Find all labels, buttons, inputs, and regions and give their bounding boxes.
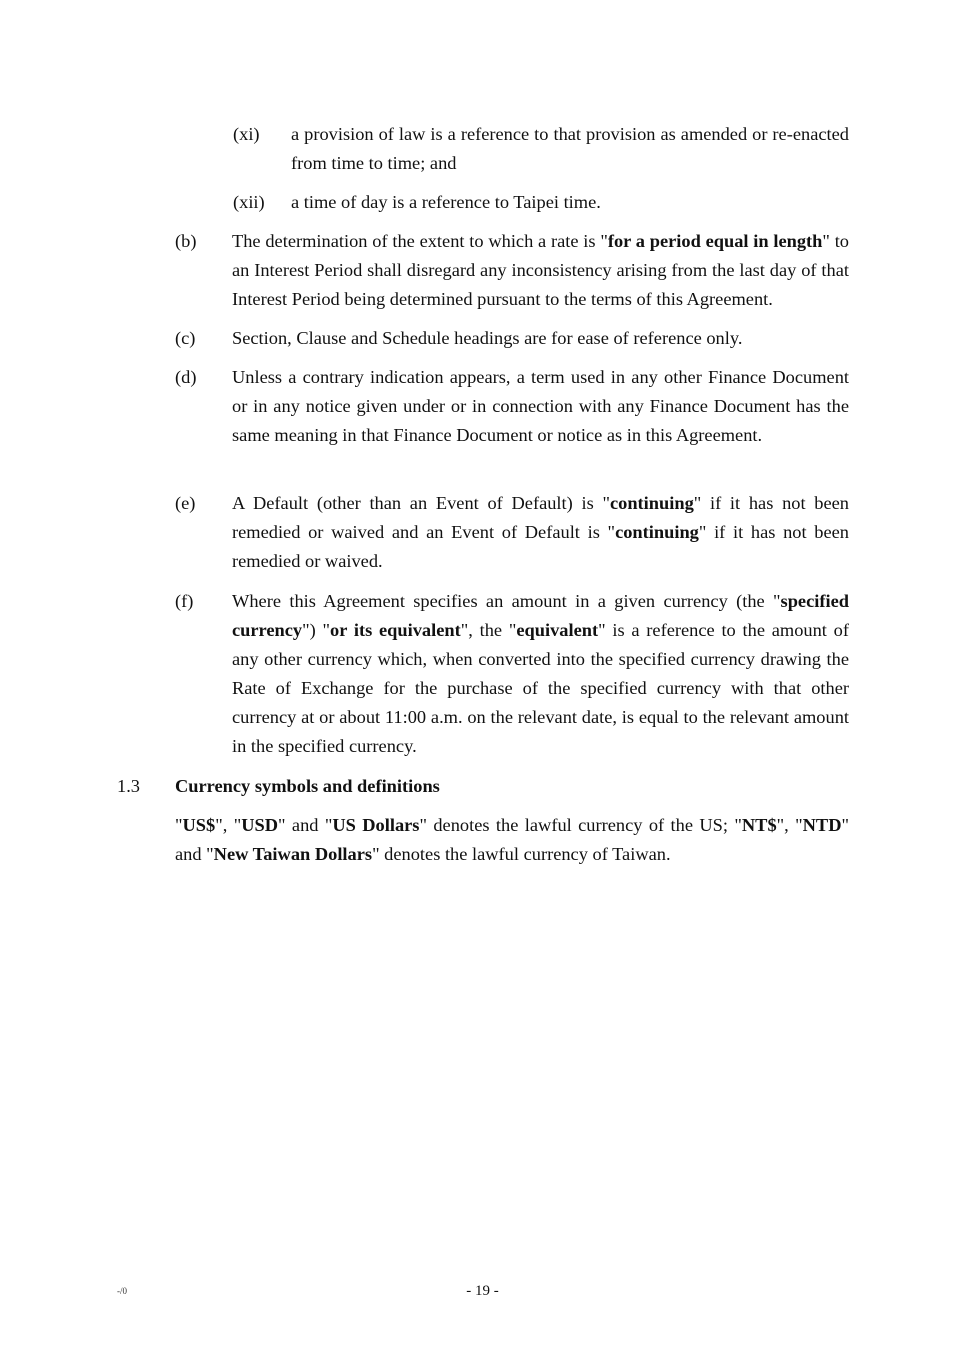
clause-text <box>232 324 849 353</box>
clause-label: (b) <box>175 231 197 251</box>
defined-term: NT$ <box>741 815 777 835</box>
text-run: A Default (other than an Event of Default) is " <box>232 493 610 513</box>
text-run: " to an Interest Period shall disregard any inconsistency arising from the last day of that Interest Period being determined pursuant to the terms of this Agreement. <box>232 231 849 309</box>
clause-label: (d) <box>175 367 197 387</box>
text-run: " <box>175 815 183 835</box>
clause-label: (e) <box>175 493 196 513</box>
text-run: ", the " <box>460 620 517 640</box>
defined-term: continuing <box>615 522 699 542</box>
clause-text <box>291 120 849 178</box>
text-run: Where this Agreement specifies an amount in a given currency (the " <box>232 591 781 611</box>
page-number: - 19 - <box>466 1283 499 1299</box>
footer-reference: -/0 <box>117 1286 127 1296</box>
defined-term: or its equivalent <box>330 620 461 640</box>
text-run: a provision of law is a reference to that provision as amended or re-enacted from time to time; and <box>291 124 849 173</box>
section-number: 1.3 <box>117 776 140 796</box>
defined-term: continuing <box>609 493 694 513</box>
defined-term: New Taiwan Dollars <box>213 844 373 864</box>
text-run: Unless a contrary indication appears, a term used in any other Finance Document or in any notice given under or in connection with any Finance Document has the same meaning in that Finance Document or notice as in this Agreement. <box>232 367 849 445</box>
defined-term: equivalent <box>516 620 599 640</box>
defined-term: US Dollars <box>332 815 420 835</box>
clause-text <box>291 188 849 217</box>
clause-text <box>232 227 849 314</box>
clause-text <box>232 489 849 576</box>
text-run: " if it has not been remedied or waived. <box>232 522 849 571</box>
section-body <box>175 811 849 869</box>
text-run: " denotes the lawful currency of Taiwan. <box>372 844 671 864</box>
defined-term: USD <box>241 815 279 835</box>
text-run: ") " <box>302 620 331 640</box>
text-run: " and " <box>278 815 333 835</box>
text-run: " and " <box>175 815 849 864</box>
section-title: Currency symbols and definitions <box>175 776 440 796</box>
text-run: " if it has not been remedied or waived and an Event of Default is " <box>232 493 850 542</box>
clause-label: (f) <box>175 591 194 611</box>
text-run: ", " <box>215 815 242 835</box>
text-run: ", " <box>776 815 803 835</box>
text-run: " denotes the lawful currency of the US; " <box>419 815 742 835</box>
defined-term: NTD <box>802 815 842 835</box>
clause-label: (xii) <box>233 192 265 212</box>
text-run: a time of day is a reference to Taipei time. <box>291 192 601 212</box>
clause-label: (c) <box>175 328 196 348</box>
clause-text <box>232 363 849 450</box>
text-run: The determination of the extent to which a rate is " <box>232 231 608 251</box>
defined-term: specified currency <box>232 591 849 640</box>
text-run: " is a reference to the amount of any other currency which, when converted into the specified currency drawing the Rate of Exchange for the purchase of the specified currency with that other currency at or about 11:00 a.m. on the relevant date, is equal to the relevant amount in the specified currency. <box>232 620 849 756</box>
text-run: Section, Clause and Schedule headings are for ease of reference only. <box>232 328 743 348</box>
clause-text <box>232 587 849 761</box>
defined-term: for a period equal in length <box>607 231 823 251</box>
clause-label: (xi) <box>233 124 260 144</box>
defined-term: US$ <box>182 815 216 835</box>
